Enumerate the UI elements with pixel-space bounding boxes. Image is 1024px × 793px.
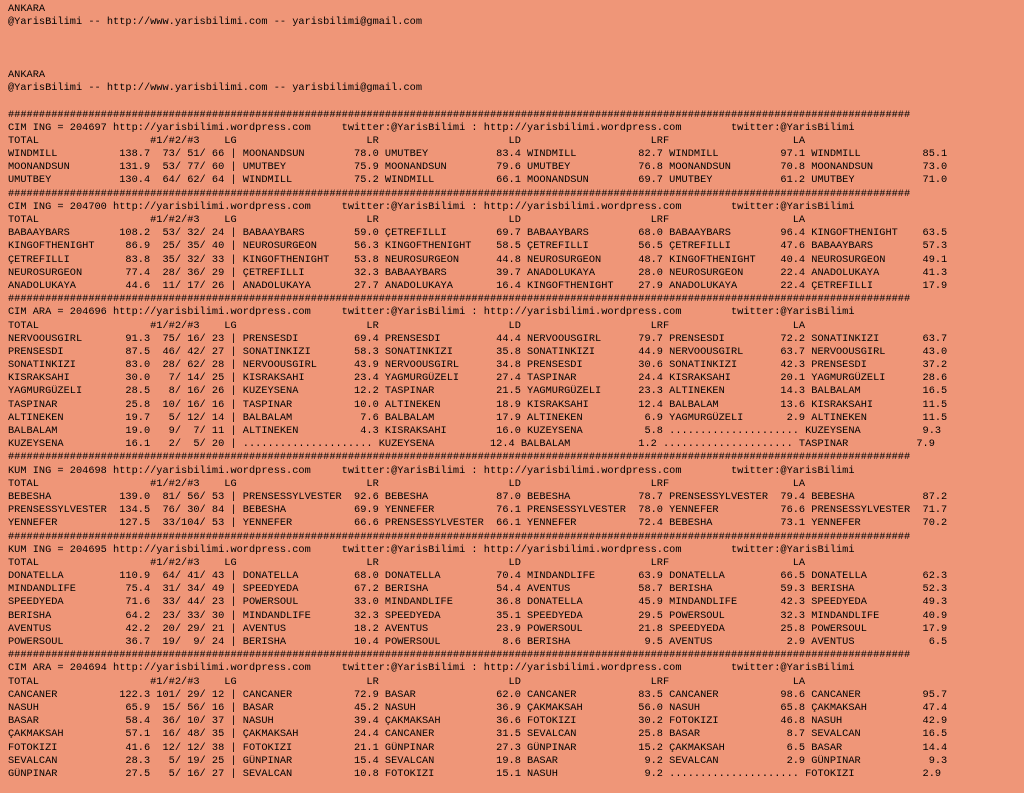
- table-row: ALTINEKEN 19.7 5/ 12/ 14 | BALBALAM 7.6 BALBALAM 17.9 ALTINEKEN 6.9 YAGMURGÜZELI 2.9 ALTINEKEN 11.5: [8, 411, 948, 424]
- column-header: TOTAL #1/#2/#3 LG LR LD LRF LA: [8, 319, 806, 332]
- header-line: ANKARA: [8, 68, 46, 81]
- table-row: NERVOOUSGIRL 91.3 75/ 16/ 23 | PRENSESDI 69.4 PRENSESDI 44.4 NERVOOUSGIRL 79.7 PRENSESDI 72.2 SONATINKIZI 63.7: [8, 332, 948, 345]
- header-line: [8, 56, 947, 69]
- section-divider: ##################################################################################################################################################: [8, 451, 911, 464]
- results-document: [8, 3, 947, 781]
- table-row: WINDMILL 138.7 73/ 51/ 66 | MOONANDSUN 78.0 UMUTBEY 83.4 WINDMILL 82.7 WINDMILL 97.1 WINDMILL 85.1: [8, 148, 948, 161]
- race-title: CIM ING = 204697 http://yarisbilimi.wordpress.com twitter:@YarisBilimi : http://yarisbilimi.wordpress.com twitter:@YarisBilimi: [8, 121, 855, 134]
- table-row: CANCANER 122.3 101/ 29/ 12 | CANCANER 72.9 BASAR 62.0 CANCANER 83.5 CANCANER 98.6 CANCANER 95.7: [8, 688, 948, 701]
- table-row: ÇETREFILLI 83.8 35/ 32/ 33 | KINGOFTHENIGHT 53.8 NEUROSURGEON 44.8 NEUROSURGEON 48.7 KINGOFTHENIGHT 40.4 NEUROSURGEON 49.1: [8, 253, 948, 266]
- section-divider: ##################################################################################################################################################: [8, 187, 911, 200]
- table-row: YENNEFER 127.5 33/104/ 53 | YENNEFER 66.6 PRENSESSYLVESTER 66.1 YENNEFER 72.4 BEBESHA 73.1 YENNEFER 70.2: [8, 517, 948, 530]
- column-header: TOTAL #1/#2/#3 LG LR LD LRF LA: [8, 675, 806, 688]
- table-row: PRENSESDI 87.5 46/ 42/ 27 | SONATINKIZI 58.3 SONATINKIZI 35.8 SONATINKIZI 44.9 NERVOOUSGIRL 63.7 NERVOOUSGIRL 43.0: [8, 345, 948, 358]
- table-row: KINGOFTHENIGHT 86.9 25/ 35/ 40 | NEUROSURGEON 56.3 KINGOFTHENIGHT 58.5 ÇETREFILLI 56.5 ÇETREFILLI 47.6 BABAAYBARS 57.3: [8, 240, 948, 253]
- section-divider: ##################################################################################################################################################: [8, 293, 911, 306]
- table-row: MINDANDLIFE 75.4 31/ 34/ 49 | SPEEDYEDA 67.2 BERISHA 54.4 AVENTUS 58.7 BERISHA 59.3 BERISHA 52.3: [8, 583, 948, 596]
- column-header: TOTAL #1/#2/#3 LG LR LD LRF LA: [8, 214, 806, 226]
- table-row: UMUTBEY 130.4 64/ 62/ 64 | WINDMILL 75.2 WINDMILL 66.1 MOONANDSUN 69.7 UMUTBEY 61.2 UMUTBEY 71.0: [8, 174, 948, 187]
- section-divider: ##################################################################################################################################################: [8, 649, 911, 662]
- table-row: ÇAKMAKSAH 57.1 16/ 48/ 35 | ÇAKMAKSAH 24.4 CANCANER 31.5 SEVALCAN 25.8 BASAR 8.7 SEVALCAN 16.5: [8, 728, 948, 741]
- table-row: MOONANDSUN 131.9 53/ 77/ 60 | UMUTBEY 75.9 MOONANDSUN 79.6 UMUTBEY 76.8 MOONANDSUN 70.8 MOONANDSUN 73.0: [8, 161, 948, 174]
- table-row: GÜNPINAR 27.5 5/ 16/ 27 | SEVALCAN 10.8 FOTOKIZI 15.1 NASUH 9.2 ..................... FOTOKIZI 2.9: [8, 767, 942, 780]
- race-title: KUM ING = 204695 http://yarisbilimi.wordpress.com twitter:@YarisBilimi : http://yarisbilimi.wordpress.com twitter:@YarisBilimi: [8, 543, 855, 556]
- table-row: NEUROSURGEON 77.4 28/ 36/ 29 | ÇETREFILLI 32.3 BABAAYBARS 39.7 ANADOLUKAYA 28.0 NEUROSURGEON 22.4 ANADOLUKAYA 41.3: [8, 266, 948, 279]
- race-title: CIM ARA = 204696 http://yarisbilimi.wordpress.com twitter:@YarisBilimi : http://yarisbilimi.wordpress.com twitter:@YarisBilimi: [8, 306, 855, 319]
- race-title: CIM ARA = 204694 http://yarisbilimi.wordpress.com twitter:@YarisBilimi : http://yarisbilimi.wordpress.com twitter:@YarisBilimi: [8, 662, 855, 675]
- table-row: POWERSOUL 36.7 19/ 9/ 24 | BERISHA 10.4 POWERSOUL 8.6 BERISHA 9.5 AVENTUS 2.9 AVENTUS 6.5: [8, 636, 948, 648]
- header-line: [8, 43, 947, 56]
- table-row: AVENTUS 42.2 20/ 29/ 21 | AVENTUS 18.2 AVENTUS 23.9 POWERSOUL 21.8 SPEEDYEDA 25.8 POWERSOUL 17.9: [8, 622, 948, 635]
- table-row: BEBESHA 139.0 81/ 56/ 53 | PRENSESSYLVESTER 92.6 BEBESHA 87.0 BEBESHA 78.7 PRENSESSYLVESTER 79.4 BEBESHA 87.2: [8, 490, 948, 503]
- table-row: BERISHA 64.2 23/ 33/ 30 | MINDANDLIFE 32.3 SPEEDYEDA 35.1 SPEEDYEDA 29.5 POWERSOUL 32.3 MINDANDLIFE 40.9: [8, 609, 948, 622]
- table-row: KUZEYSENA 16.1 2/ 5/ 20 | ..................... KUZEYSENA 12.4 BALBALAM 1.2 ..................... TASPINAR 7.9: [8, 438, 935, 451]
- section-divider: ##################################################################################################################################################: [8, 108, 911, 121]
- section-divider: ##################################################################################################################################################: [8, 530, 911, 543]
- table-row: KISRAKSAHI 30.0 7/ 14/ 25 | KISRAKSAHI 23.4 YAGMURGÜZELI 27.4 TASPINAR 24.4 KISRAKSAHI 20.1 YAGMURGÜZELI 28.6: [8, 372, 948, 385]
- table-row: DONATELLA 110.9 64/ 41/ 43 | DONATELLA 68.0 DONATELLA 70.4 MINDANDLIFE 63.9 DONATELLA 66.5 DONATELLA 62.3: [8, 570, 948, 583]
- header-line: [8, 95, 947, 108]
- race-title: KUM ING = 204698 http://yarisbilimi.wordpress.com twitter:@YarisBilimi : http://yarisbilimi.wordpress.com twitter:@YarisBilimi: [8, 464, 855, 477]
- table-row: FOTOKIZI 41.6 12/ 12/ 38 | FOTOKIZI 21.1 GÜNPINAR 27.3 GÜNPINAR 15.2 ÇAKMAKSAH 6.5 BASAR 14.4: [8, 741, 948, 754]
- table-row: BASAR 58.4 36/ 10/ 37 | NASUH 39.4 ÇAKMAKSAH 36.6 FOTOKIZI 30.2 FOTOKIZI 46.8 NASUH 42.9: [8, 715, 948, 728]
- table-row: YAGMURGÜZELI 28.5 8/ 16/ 26 | KUZEYSENA 12.2 TASPINAR 21.5 YAGMURGÜZELI 23.3 ALTINEKEN 14.3 BALBALAM 16.5: [8, 385, 948, 398]
- table-row: SEVALCAN 28.3 5/ 19/ 25 | GÜNPINAR 15.4 SEVALCAN 19.8 BASAR 9.2 SEVALCAN 2.9 GÜNPINAR 9.3: [8, 754, 948, 767]
- header-line: @YarisBilimi -- http://www.yarisbilimi.com -- yarisbilimi@gmail.com: [8, 82, 423, 95]
- table-row: ANADOLUKAYA 44.6 11/ 17/ 26 | ANADOLUKAYA 27.7 ANADOLUKAYA 16.4 KINGOFTHENIGHT 27.9 ANADOLUKAYA 22.4 ÇETREFILLI 17.9: [8, 279, 948, 292]
- table-row: PRENSESSYLVESTER 134.5 76/ 30/ 84 | BEBESHA 69.9 YENNEFER 76.1 PRENSESSYLVESTER 78.0 YENNEFER 76.6 PRENSESSYLVESTER 71.7: [8, 504, 948, 517]
- column-header: TOTAL #1/#2/#3 LG LR LD LRF LA: [8, 477, 806, 490]
- table-row: BABAAYBARS 108.2 53/ 32/ 24 | BABAAYBARS 59.0 ÇETREFILLI 69.7 BABAAYBARS 68.0 BABAAYBARS 96.4 KINGOFTHENIGHT 63.5: [8, 227, 948, 240]
- table-row: SONATINKIZI 83.0 28/ 62/ 28 | NERVOOUSGIRL 43.9 NERVOOUSGIRL 34.8 PRENSESDI 30.6 SONATINKIZI 42.3 PRENSESDI 37.2: [8, 359, 948, 372]
- table-row: NASUH 65.9 15/ 56/ 16 | BASAR 45.2 NASUH 36.9 ÇAKMAKSAH 56.0 NASUH 65.8 ÇAKMAKSAH 47.4: [8, 701, 948, 714]
- table-row: BALBALAM 19.0 9/ 7/ 11 | ALTINEKEN 4.3 KISRAKSAHI 16.0 KUZEYSENA 5.8 ..................... KUZEYSENA 9.3: [8, 425, 942, 437]
- header-line: @YarisBilimi -- http://www.yarisbilimi.com -- yarisbilimi@gmail.com: [8, 16, 423, 29]
- table-row: SPEEDYEDA 71.6 33/ 44/ 23 | POWERSOUL 33.0 MINDANDLIFE 36.8 DONATELLA 45.9 MINDANDLIFE 42.3 SPEEDYEDA 49.3: [8, 596, 948, 609]
- column-header: TOTAL #1/#2/#3 LG LR LD LRF LA: [8, 134, 806, 147]
- column-header: TOTAL #1/#2/#3 LG LR LD LRF LA: [8, 556, 806, 569]
- header-line: [8, 29, 947, 42]
- table-row: TASPINAR 25.8 10/ 16/ 16 | TASPINAR 10.0 ALTINEKEN 18.9 KISRAKSAHI 12.4 BALBALAM 13.6 KISRAKSAHI 11.5: [8, 398, 948, 411]
- race-title: CIM ING = 204700 http://yarisbilimi.wordpress.com twitter:@YarisBilimi : http://yarisbilimi.wordpress.com twitter:@YarisBilimi: [8, 200, 855, 213]
- header-line: ANKARA: [8, 3, 46, 15]
